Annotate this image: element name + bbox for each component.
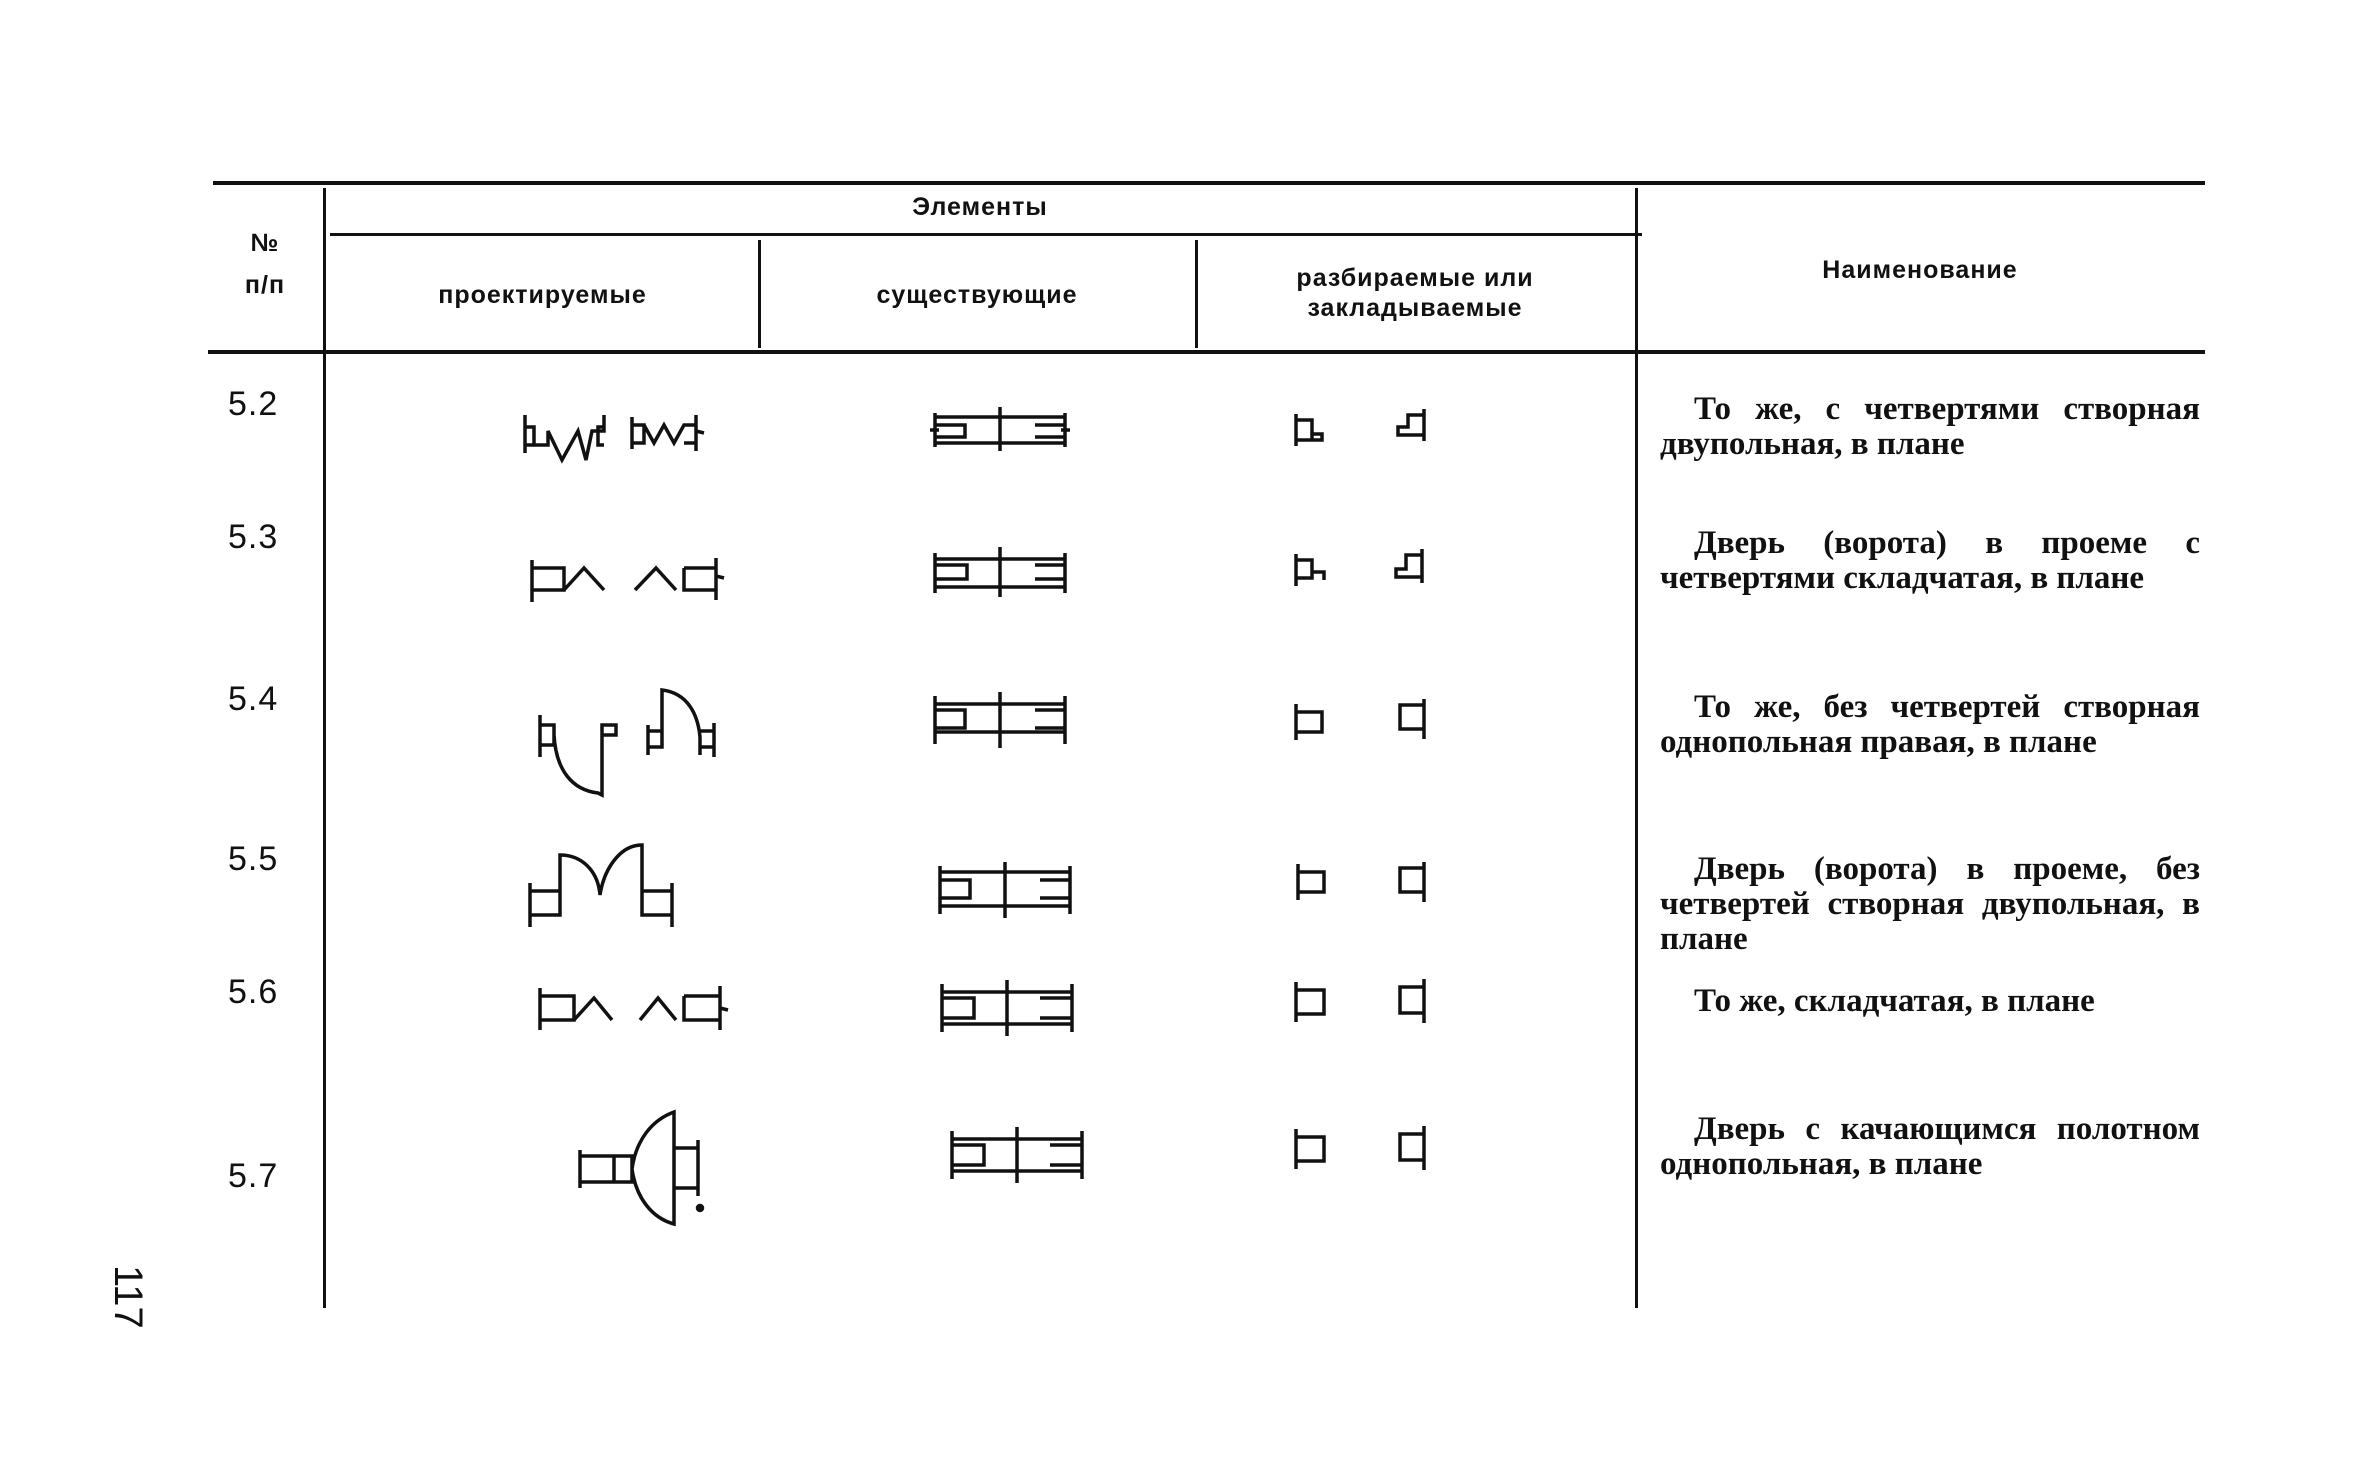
num-header: № п/п [244,229,286,299]
removed-right-symbol [1390,695,1435,745]
removed-right-symbol [1390,405,1430,445]
designed-door-symbol [530,978,740,1038]
vline-name [1635,188,1638,1308]
existing-opening-symbol [925,545,1075,600]
row-name: Дверь (ворота) в проеме, без четвертей створная двупольная, в плане [1660,851,2200,957]
removed-left-symbol [1288,1125,1333,1175]
col-existing-header: существующие [876,281,1078,309]
row-name: То же, без четвертей створная однопольная правая, в плане [1660,689,2200,760]
vline-left [323,188,326,1308]
row-name: То же, складчатая, в плане [1694,983,2095,1019]
removed-left-symbol [1288,548,1333,593]
removed-left-symbol [1290,860,1335,905]
row-num: 5.5 [228,840,279,878]
designed-door-symbol [520,405,730,475]
row-num: 5.2 [228,385,279,423]
removed-right-symbol [1390,1122,1435,1177]
page-number: 117 [106,1265,150,1329]
existing-opening-symbol [942,1125,1092,1185]
designed-door-symbol [570,1100,740,1235]
removed-left-symbol [1288,978,1333,1028]
existing-opening-symbol [925,405,1075,455]
designed-door-symbol [520,835,740,935]
col-removed-header: разбираемые или закладываемые [1296,264,1534,322]
header-bottom-rule [208,350,2205,354]
elements-subrule [330,233,1642,236]
row-num: 5.4 [228,680,279,718]
removed-right-symbol [1390,858,1435,908]
row-name: Дверь (ворота) в проеме с четвертями складчатая, в плане [1660,525,2200,596]
removed-left-symbol [1288,700,1333,745]
elements-header: Элементы [912,193,1048,221]
col-name-header: Наименование [1822,256,2018,284]
existing-opening-symbol [930,860,1080,920]
removed-right-symbol [1390,975,1435,1030]
existing-opening-symbol [932,978,1082,1038]
top-rule [213,181,2205,185]
removed-right-symbol [1390,545,1435,590]
removed-left-symbol [1290,410,1330,450]
row-num: 5.3 [228,518,279,556]
designed-door-symbol [520,552,730,612]
row-num: 5.7 [228,1157,279,1195]
col-designed-header: проектируемые [438,281,647,309]
row-num: 5.6 [228,973,279,1011]
existing-opening-symbol [925,690,1075,750]
designed-door-symbol [520,685,740,810]
vline-mid1 [758,240,761,348]
row-name: То же, с четвертями створная двупольная, в плане [1660,391,2200,462]
vline-mid2 [1195,240,1198,348]
row-name: Дверь с качающимся полотном однопольная, в плане [1660,1111,2200,1182]
